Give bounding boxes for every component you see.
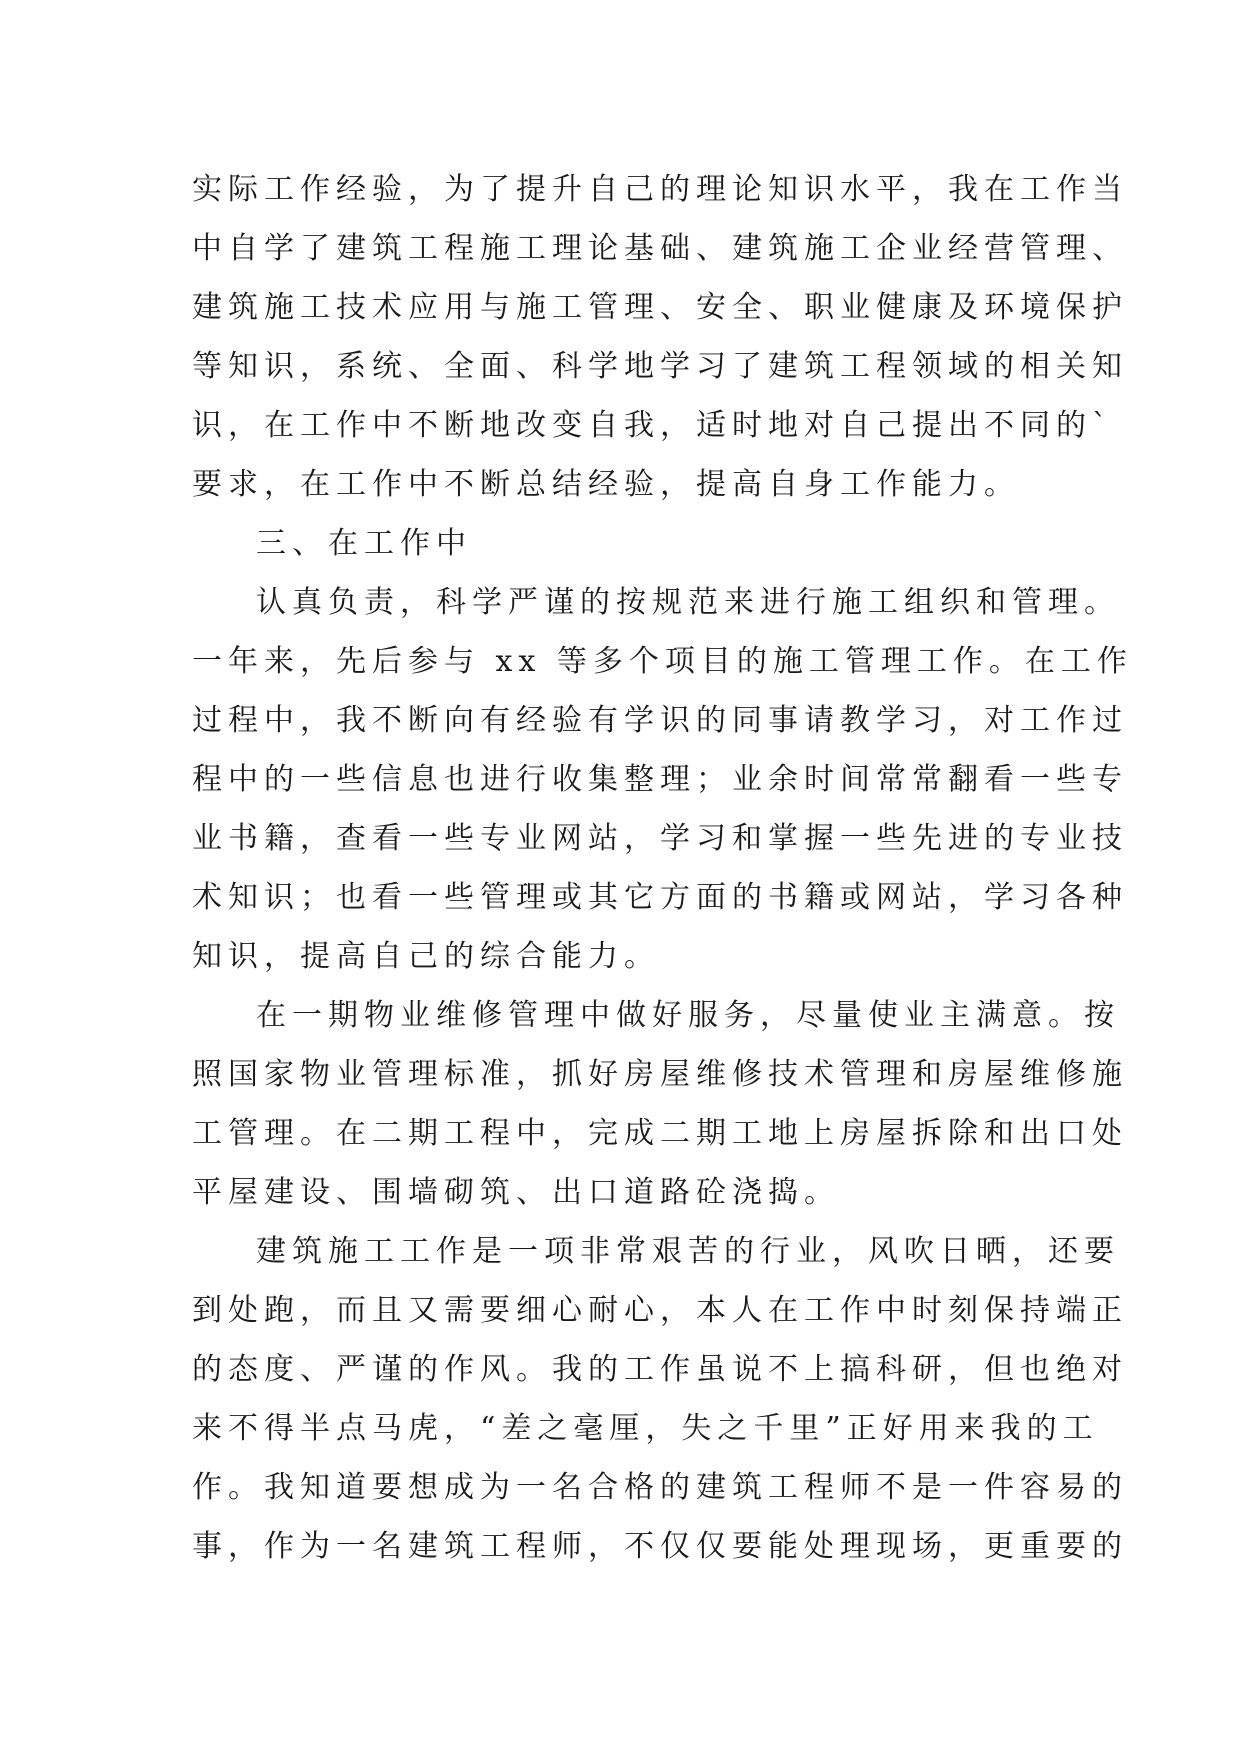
text-line: 事，作为一名建筑工程师，不仅仅要能处理现场，更重要的	[192, 1529, 1128, 1564]
text-line: 过程中，我不断向有经验有学识的同事请教学习，对工作过	[192, 703, 1128, 738]
text-line: 来不得半点马虎，“差之毫厘，失之千里”正好用来我的工	[192, 1411, 1099, 1446]
text-line: 建筑施工工作是一项非常艰苦的行业，风吹日晒，还要	[256, 1234, 1120, 1269]
text-line: 业书籍，查看一些专业网站，学习和掌握一些先进的专业技	[192, 821, 1128, 856]
text-line: 平屋建设、围墙砌筑、出口道路砼浇捣。	[192, 1175, 840, 1210]
text-line: 中自学了建筑工程施工理论基础、建筑施工企业经营管理、	[192, 231, 1128, 266]
text-line: 工管理。在二期工程中，完成二期工地上房屋拆除和出口处	[192, 1116, 1128, 1151]
text-line: 程中的一些信息也进行收集整理；业余时间常常翻看一些专	[192, 762, 1128, 797]
text-line: 认真负责，科学严谨的按规范来进行施工组织和管理。	[256, 585, 1120, 620]
text-line: 建筑施工技术应用与施工管理、安全、职业健康及环境保护	[192, 290, 1128, 325]
body-text	[192, 160, 1133, 1576]
text-line: 在一期物业维修管理中做好服务，尽量使业主满意。按	[256, 998, 1120, 1033]
text-line: 照国家物业管理标准，抓好房屋维修技术管理和房屋维修施	[192, 1057, 1128, 1092]
text-line: 识，在工作中不断地改变自我，适时地对自己提出不同的`	[192, 408, 1113, 443]
text-line: 到处跑，而且又需要细心耐心，本人在工作中时刻保持端正	[192, 1293, 1128, 1328]
text-line: 要求，在工作中不断总结经验，提高自身工作能力。	[192, 467, 1020, 502]
text-line: 的态度、严谨的作风。我的工作虽说不上搞科研，但也绝对	[192, 1352, 1128, 1387]
section-heading: 三、在工作中	[256, 526, 472, 561]
text-line: 等知识，系统、全面、科学地学习了建筑工程领域的相关知	[192, 349, 1128, 384]
text-line: 实际工作经验，为了提升自己的理论知识水平，我在工作当	[192, 172, 1128, 207]
text-line: 知识，提高自己的综合能力。	[192, 939, 660, 974]
text-line: 一年来，先后参与 xx 等多个项目的施工管理工作。在工作	[192, 644, 1133, 679]
text-line: 作。我知道要想成为一名合格的建筑工程师不是一件容易的	[192, 1470, 1128, 1505]
text-line: 术知识；也看一些管理或其它方面的书籍或网站，学习各种	[192, 880, 1128, 915]
